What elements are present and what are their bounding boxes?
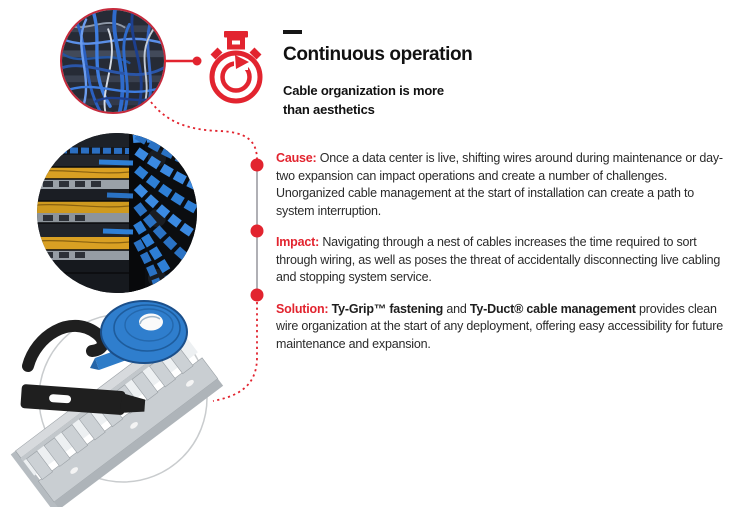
cause-paragraph [276,150,730,220]
impact-label: Impact: [276,235,320,249]
solution-label: Solution: [276,301,329,316]
solution-mid-text: and [443,301,470,316]
cause-label: Cause: [276,151,317,165]
solution-rest-text: provides clean wire organization at the start of any deployment, offering easy accessibility for future maintenance and expansion. [276,301,723,351]
cable-management-products-photo [8,288,270,507]
organized-rack-photo [37,133,197,293]
title-dash [283,30,302,34]
page-title: Continuous operation [283,43,473,65]
cause-text: Once a data center is live, shifting wires around during maintenance or day-two expansion can impact operations and create a number of challenges. Unorganized cable management at the start of installation can create a path to system interruption. [276,151,723,218]
impact-bullet-dot [251,225,264,238]
organized-rack-illustration [37,133,197,293]
tangled-cables-photo [60,8,166,114]
solution-product-2: Ty-Duct® cable management [469,301,636,316]
cause-bullet-dot [251,159,264,172]
solution-paragraph [276,301,730,354]
impact-paragraph [276,234,730,287]
subtitle-line-2: than aesthetics [283,101,375,117]
impact-text: Navigating through a nest of cables increases the time required to sort through wiring, as well as poses the threat of accidentally disconnecting live cabling and stopping system service. [276,235,721,284]
page-subtitle [283,81,472,119]
header-block [283,30,472,119]
tangled-cables-illustration [62,10,164,112]
stopwatch-icon [205,30,267,106]
body-text-column [276,150,730,367]
solution-product-1: Ty-Grip™ fastening [328,301,444,316]
subtitle-line-1: Cable organization is more [283,82,444,98]
line-end-dot [193,57,202,66]
